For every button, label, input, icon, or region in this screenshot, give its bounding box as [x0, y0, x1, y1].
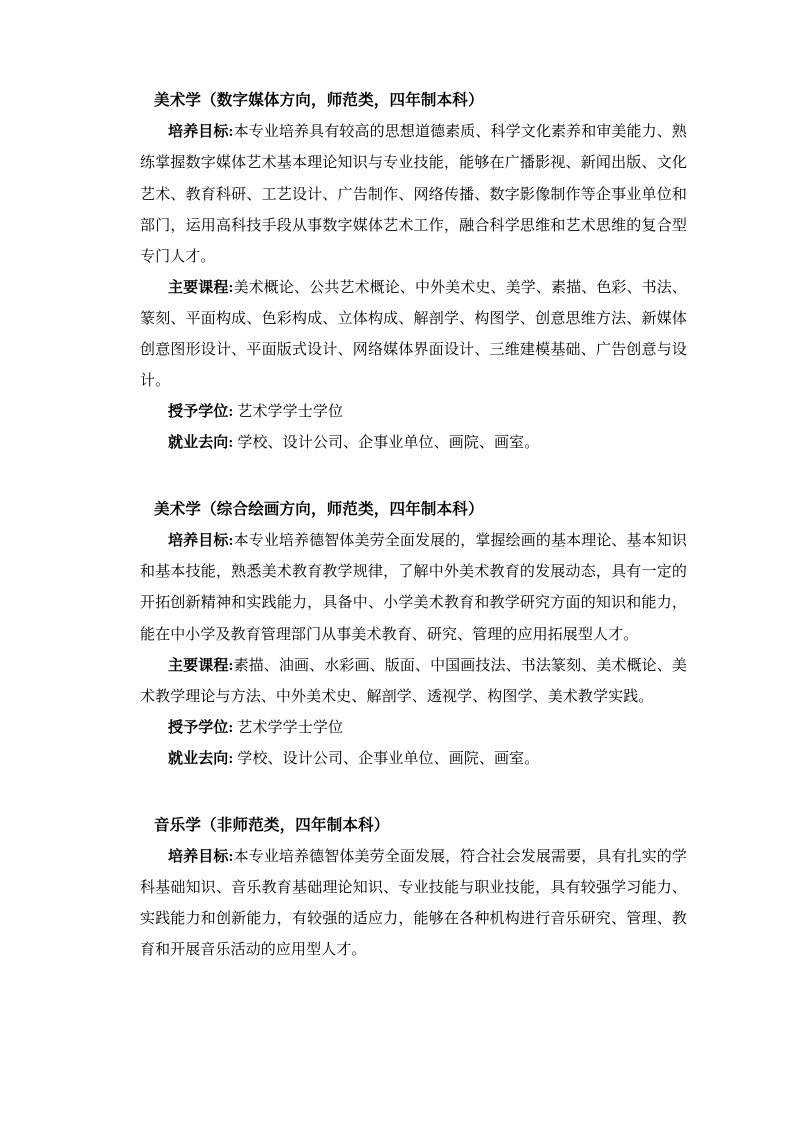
block-label: 授予学位: [168, 403, 234, 420]
paragraph-training-objective [140, 117, 687, 272]
paragraph-degree-awarded [140, 713, 687, 744]
program-section-comprehensive-painting [140, 495, 687, 775]
paragraph-degree-awarded [140, 397, 687, 428]
block-label: 培养目标: [168, 849, 234, 866]
paragraph-employment [140, 744, 687, 775]
block-label: 就业去向: [168, 434, 234, 451]
paragraph-training-objective [140, 842, 687, 966]
program-section-musicology [140, 811, 687, 967]
block-label: 培养目标: [168, 533, 234, 550]
block-label: 就业去向: [168, 750, 234, 767]
paragraph-main-courses [140, 651, 687, 713]
block-label: 培养目标: [168, 124, 234, 141]
block-text: 本专业培养德智体美劳全面发展，符合社会发展需要，具有扎实的学科基础知识、音乐教育基础理论知识、专业技能与职业技能，具有较强学习能力、实践能力和创新能力，有较强的适应力，能够在各种机构进行音乐研究、管理、教育和开展音乐活动的应用型人才。 [140, 849, 687, 959]
block-text: 学校、设计公司、企事业单位、画院、画室。 [237, 750, 540, 767]
section-title: 美术学（综合绘画方向，师范类，四年制本科） [154, 500, 484, 518]
document-body [140, 86, 687, 966]
block-text: 艺术学学士学位 [237, 403, 344, 420]
block-label: 授予学位: [168, 719, 234, 736]
block-text: 本专业培养具有较高的思想道德素质、科学文化素养和审美能力、熟练掌握数字媒体艺术基本理论知识与专业技能，能够在广播影视、新闻出版、文化艺术、教育科研、工艺设计、广告制作、网络传播、数字影像制作等企事业单位和部门，运用高科技手段从事数字媒体艺术工作，融合科学思维和艺术思维的复合型专门人才。 [140, 124, 687, 265]
block-text: 素描、油画、水彩画、版面、中国画技法、书法篆刻、美术概论、美术教学理论与方法、中外美术史、解剖学、透视学、构图学、美术教学实践。 [140, 657, 687, 705]
section-title: 音乐学（非师范类，四年制本科） [154, 816, 390, 834]
program-section-digital-media [140, 86, 687, 459]
block-label: 主要课程: [168, 657, 234, 674]
block-text: 本专业培养德智体美劳全面发展的，掌握绘画的基本理论、基本知识和基本技能，熟悉美术教育教学规律，了解中外美术教育的发展动态，具有一定的开拓创新精神和实践能力，具备中、小学美术教育和教学研究方面的知识和能力，能在中小学及教育管理部门从事美术教育、研究、管理的应用拓展型人才。 [140, 533, 687, 643]
paragraph-main-courses [140, 273, 687, 397]
block-text: 学校、设计公司、企事业单位、画院、画室。 [237, 434, 540, 451]
section-title: 美术学（数字媒体方向，师范类，四年制本科） [154, 92, 484, 109]
paragraph-employment [140, 428, 687, 459]
block-label: 主要课程: [168, 279, 234, 296]
block-text: 美术概论、公共艺术概论、中外美术史、美学、素描、色彩、书法、篆刻、平面构成、色彩构成、立体构成、解剖学、构图学、创意思维方法、新媒体创意图形设计、平面版式设计、网络媒体界面设计、三维建模基础、广告创意与设计。 [140, 279, 687, 389]
paragraph-training-objective [140, 526, 687, 650]
block-text: 艺术学学士学位 [237, 719, 344, 736]
